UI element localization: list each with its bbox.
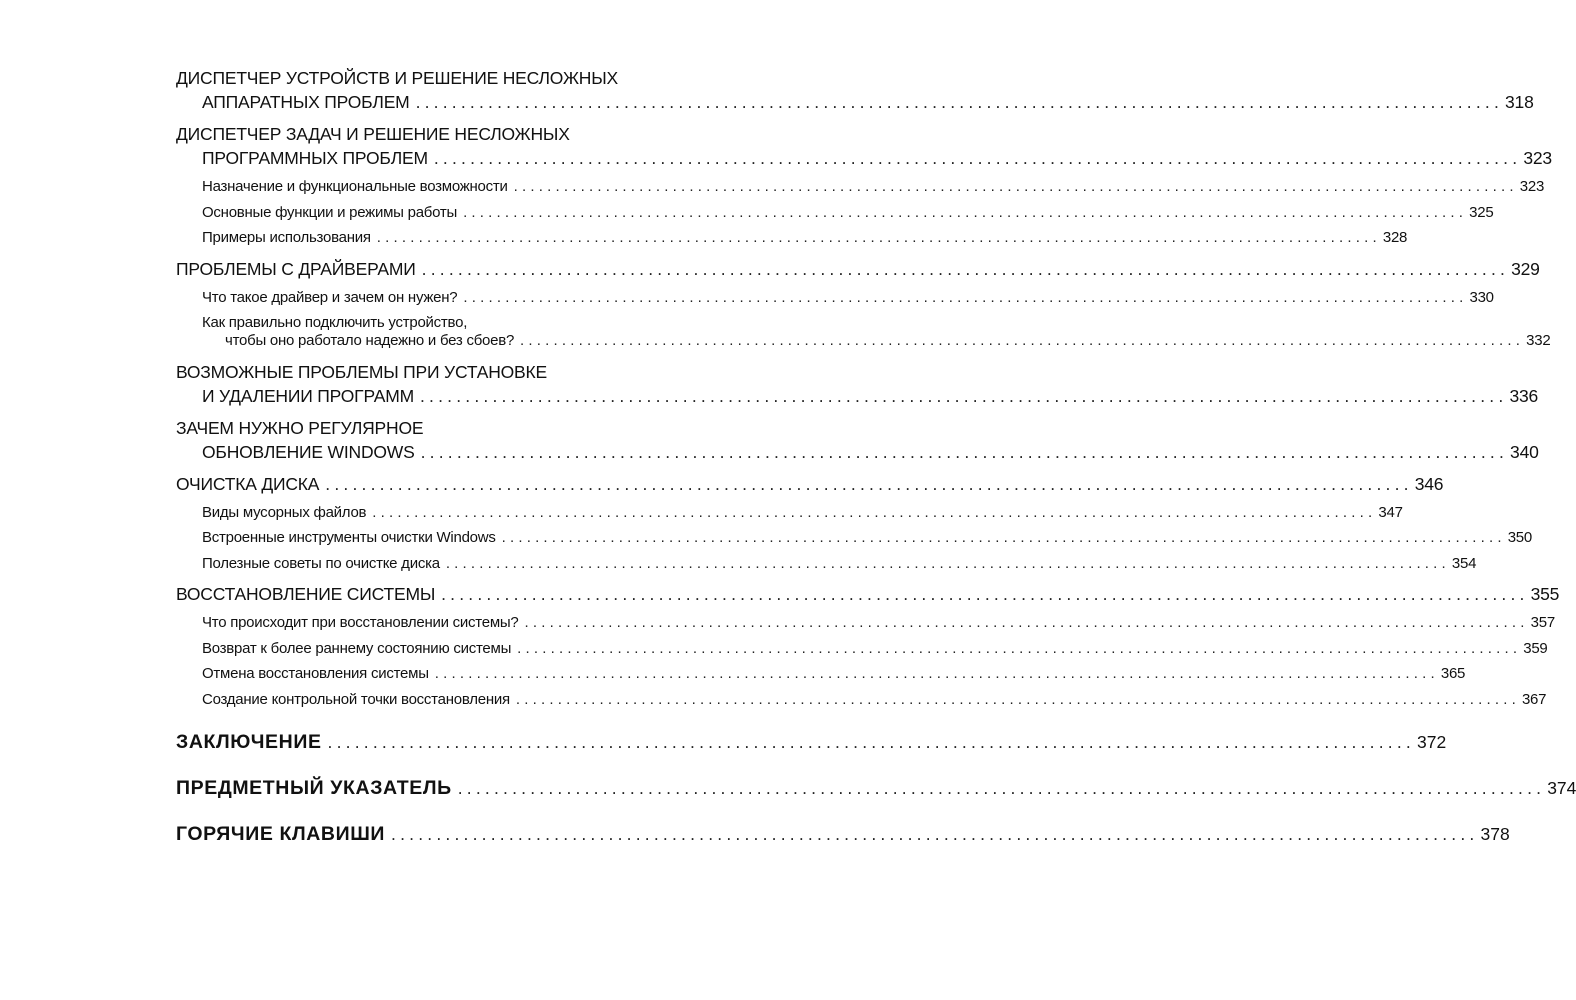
dot-leader: ........................................................................................................................	[520, 332, 1525, 349]
toc-entry-title: Встроенные инструменты очистки Windows	[202, 529, 496, 546]
toc-entry-title: ВОССТАНОВЛЕНИЕ СИСТЕМЫ	[176, 584, 436, 604]
dot-leader: ........................................................................................................................	[372, 504, 1377, 521]
toc-entry-title: ЗАЧЕМ НУЖНО РЕГУЛЯРНОЕ	[176, 418, 424, 438]
toc-entry-title: Как правильно подключить устройство,	[202, 314, 468, 331]
toc-entry-title: ПРОГРАММНЫХ ПРОБЛЕМ	[202, 148, 428, 168]
toc-page-number: 355	[1530, 584, 1560, 604]
toc-entry-title: ГОРЯЧИЕ КЛАВИШИ	[176, 823, 386, 845]
dot-leader: ........................................................................................................................	[501, 529, 1506, 546]
toc-entry-leader-line	[202, 665, 1466, 682]
toc-entry-title: ДИСПЕТЧЕР УСТРОЙСТВ И РЕШЕНИЕ НЕСЛОЖНЫХ	[176, 68, 618, 88]
toc-entry-leader-line	[176, 823, 1510, 846]
toc-entry-title: Назначение и функциональные возможности	[202, 178, 508, 195]
toc-entry-leader-line	[202, 386, 1539, 407]
toc-entry-leader-line	[202, 691, 1547, 708]
dot-leader: ........................................................................................................................	[420, 442, 1509, 462]
toc-entry-title: И УДАЛЕНИИ ПРОГРАММ	[202, 386, 414, 406]
toc-page-number: 374	[1547, 778, 1576, 798]
toc-entry-leader-line	[202, 92, 1534, 113]
dot-leader: ........................................................................................................................	[327, 732, 1415, 752]
dot-leader: ........................................................................................................................	[517, 640, 1522, 657]
toc-page-number: 332	[1526, 332, 1551, 349]
toc-entry-leader-line	[176, 474, 1444, 495]
toc-entry-title: Полезные советы по очистке диска	[202, 555, 440, 572]
dot-leader: ........................................................................................................................	[415, 92, 1504, 112]
toc-entry-leader-line	[202, 178, 1545, 195]
toc-page-number: 372	[1417, 732, 1447, 752]
toc-page-number: 340	[1510, 442, 1539, 462]
toc-entry-title: Создание контрольной точки восстановления	[202, 691, 510, 708]
dot-leader: ........................................................................................................................	[421, 259, 1510, 279]
toc-page-number: 325	[1469, 204, 1494, 221]
toc-entry-title: Что происходит при восстановлении системы?	[202, 614, 519, 631]
dot-leader: ........................................................................................................................	[513, 178, 1518, 195]
toc-entry-title: Отмена восстановления системы	[202, 665, 429, 682]
toc-page-number: 350	[1507, 529, 1532, 546]
toc-entry-title: ДИСПЕТЧЕР ЗАДАЧ И РЕШЕНИЕ НЕСЛОЖНЫХ	[176, 124, 570, 144]
toc-entry-leader-line	[202, 640, 1548, 657]
toc-page-number: 378	[1480, 824, 1510, 844]
toc-entry-title: ПРОБЛЕМЫ С ДРАЙВЕРАМИ	[176, 259, 416, 279]
toc-page-number: 329	[1511, 259, 1540, 279]
toc-entry-leader-line	[202, 289, 1494, 306]
toc-entry-leader-line	[202, 555, 1477, 572]
toc-entry-title: Основные функции и режимы работы	[202, 204, 458, 221]
toc-entry-leader-line	[176, 777, 1576, 800]
dot-leader: ........................................................................................................................	[445, 555, 1450, 572]
toc-entry-leader-line	[202, 504, 1403, 521]
toc-entry-title: Примеры использования	[202, 229, 371, 246]
toc-page-number: 346	[1414, 474, 1444, 494]
toc-page-number: 323	[1523, 148, 1552, 168]
toc-page-number: 347	[1378, 504, 1403, 521]
toc-entry-leader-line	[176, 584, 1560, 605]
dot-leader: ........................................................................................................................	[391, 824, 1479, 844]
dot-leader: ........................................................................................................................	[376, 229, 1381, 246]
toc-page-number: 357	[1530, 614, 1555, 631]
toc-entry-leader-line	[202, 442, 1539, 463]
toc-entry-title: Что такое драйвер и зачем он нужен?	[202, 289, 458, 306]
dot-leader: ........................................................................................................................	[524, 614, 1529, 631]
dot-leader: ........................................................................................................................	[419, 386, 1508, 406]
toc-entry-title: ОБНОВЛЕНИЕ WINDOWS	[202, 442, 415, 462]
dot-leader: ........................................................................................................................	[457, 778, 1546, 798]
toc-page-number: 330	[1469, 289, 1494, 306]
toc-page-number: 367	[1521, 691, 1547, 708]
dot-leader: ........................................................................................................................	[441, 584, 1529, 604]
toc-entry-leader-line	[176, 731, 1447, 754]
toc-entry-leader-line	[202, 229, 1408, 246]
toc-page-number: 323	[1519, 178, 1545, 195]
toc-entry-title: Виды мусорных файлов	[202, 504, 367, 521]
toc-entry-title: ВОЗМОЖНЫЕ ПРОБЛЕМЫ ПРИ УСТАНОВКЕ	[176, 362, 547, 382]
dot-leader: ........................................................................................................................	[434, 665, 1439, 682]
toc-page-number: 328	[1382, 229, 1408, 246]
dot-leader: ........................................................................................................................	[325, 474, 1413, 494]
toc-page-number: 354	[1451, 555, 1477, 572]
toc-page-number: 336	[1509, 386, 1539, 406]
toc-entry-title: Возврат к более раннему состоянию системы	[202, 640, 512, 657]
dot-leader: ........................................................................................................................	[463, 204, 1468, 221]
toc-entry-title: ОЧИСТКА ДИСКА	[176, 474, 320, 494]
toc-page-number: 359	[1523, 640, 1548, 657]
toc-entry-leader-line	[225, 332, 1551, 349]
toc-entry-leader-line	[202, 148, 1552, 169]
dot-leader: ........................................................................................................................	[433, 148, 1522, 168]
toc-entry-leader-line	[202, 614, 1555, 631]
dot-leader: ........................................................................................................................	[515, 691, 1520, 708]
toc-entry-title: чтобы оно работало надежно и без сбоев?	[225, 332, 515, 349]
toc-entry-leader-line	[202, 529, 1532, 546]
dot-leader: ........................................................................................................................	[463, 289, 1468, 306]
toc-entry-title: ПРЕДМЕТНЫЙ УКАЗАТЕЛЬ	[176, 777, 452, 799]
toc-page-number: 365	[1440, 665, 1466, 682]
toc-entry-leader-line	[202, 204, 1494, 221]
toc-entry-leader-line	[176, 259, 1540, 280]
toc-page-number: 318	[1505, 92, 1534, 112]
toc-entry-title: ЗАКЛЮЧЕНИЕ	[176, 731, 322, 753]
toc-entry-title: АППАРАТНЫХ ПРОБЛЕМ	[202, 92, 410, 112]
